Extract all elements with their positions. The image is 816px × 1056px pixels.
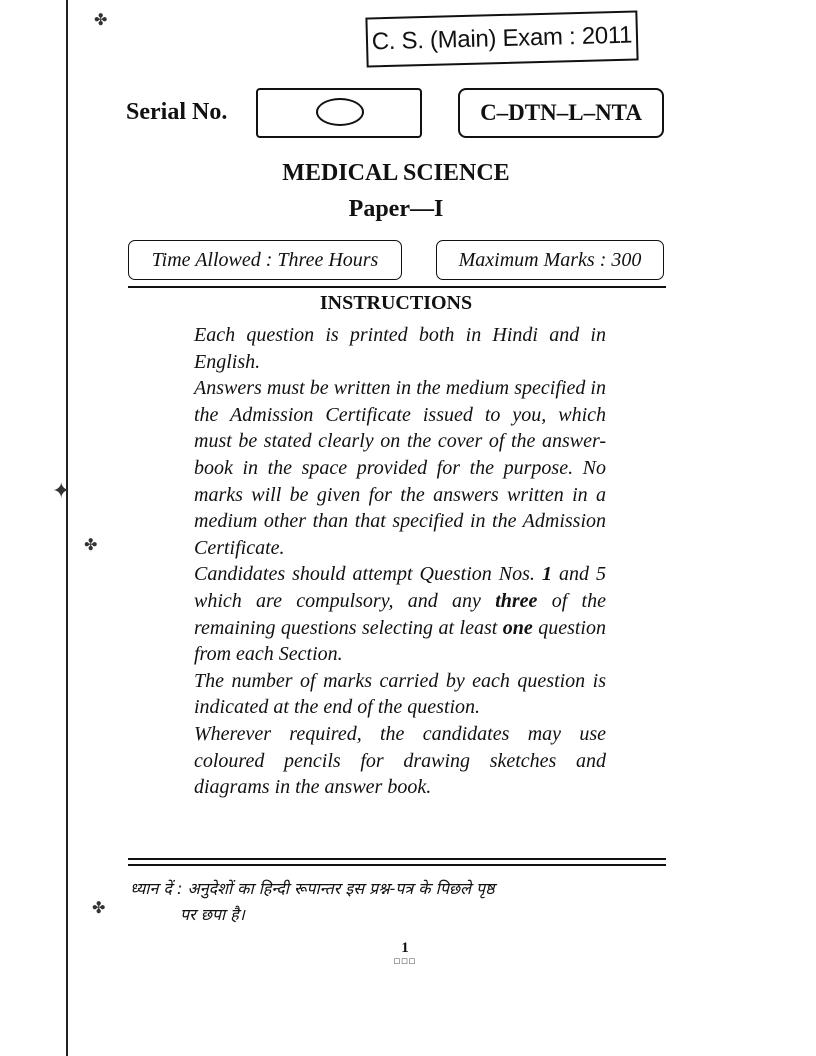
time-allowed-box: Time Allowed : Three Hours xyxy=(128,240,402,280)
instruction-item: Answers must be written in the medium specified in the Admission Certificate issued to you, which must be stated clearly on the cover of the answer-book in the space provided for the purpose. No marks will be given for the answers written in a medium other than that specified in the Admission Certificate. xyxy=(194,377,606,559)
exam-stamp: C. S. (Main) Exam : 2011 xyxy=(365,10,638,67)
scan-mark: ✤ xyxy=(84,537,98,554)
instruction-item: Each question is printed both in Hindi and in English. xyxy=(194,324,606,373)
binding-line xyxy=(66,0,68,1056)
serial-number-box xyxy=(256,88,422,138)
divider-bottom-1 xyxy=(128,858,666,860)
hindi-note-line: पर छपा है। xyxy=(180,905,245,924)
subject-title: MEDICAL SCIENCE xyxy=(282,160,510,186)
hindi-note-line: ध्यान दें : अनुदेशों का हिन्दी रूपान्तर इस प्रश्न-पत्र के पिछले पृष्ठ xyxy=(130,879,495,898)
serial-oval-mark xyxy=(316,98,364,126)
paper-code-box: C–DTN–L–NTA xyxy=(458,88,664,138)
paper-title: Paper—I xyxy=(348,196,444,222)
instructions-list xyxy=(194,322,606,801)
instruction-item: Wherever required, the candidates may use coloured pencils for drawing sketches and diagrams in the answer book. xyxy=(194,722,606,799)
divider-top xyxy=(128,286,666,288)
divider-bottom-2 xyxy=(128,864,666,866)
page-number: 1 xyxy=(401,940,409,956)
scan-mark: ✤ xyxy=(92,900,106,917)
maximum-marks-box: Maximum Marks : 300 xyxy=(436,240,664,280)
hindi-note xyxy=(130,876,664,928)
serial-label: Serial No. xyxy=(126,99,228,125)
instructions-heading: INSTRUCTIONS xyxy=(319,292,473,314)
instruction-item-compulsory: Candidates should attempt Question Nos. 1 and 5 which are compulsory, and any three of the remaining questions selecting at least one question from each Section. xyxy=(194,563,606,666)
instruction-item: The number of marks carried by each question is indicated at the end of the question. xyxy=(194,669,606,719)
scan-mark: ✦ xyxy=(52,478,71,503)
scan-mark: ✤ xyxy=(94,12,108,29)
page-marker: □□□ xyxy=(393,957,417,965)
